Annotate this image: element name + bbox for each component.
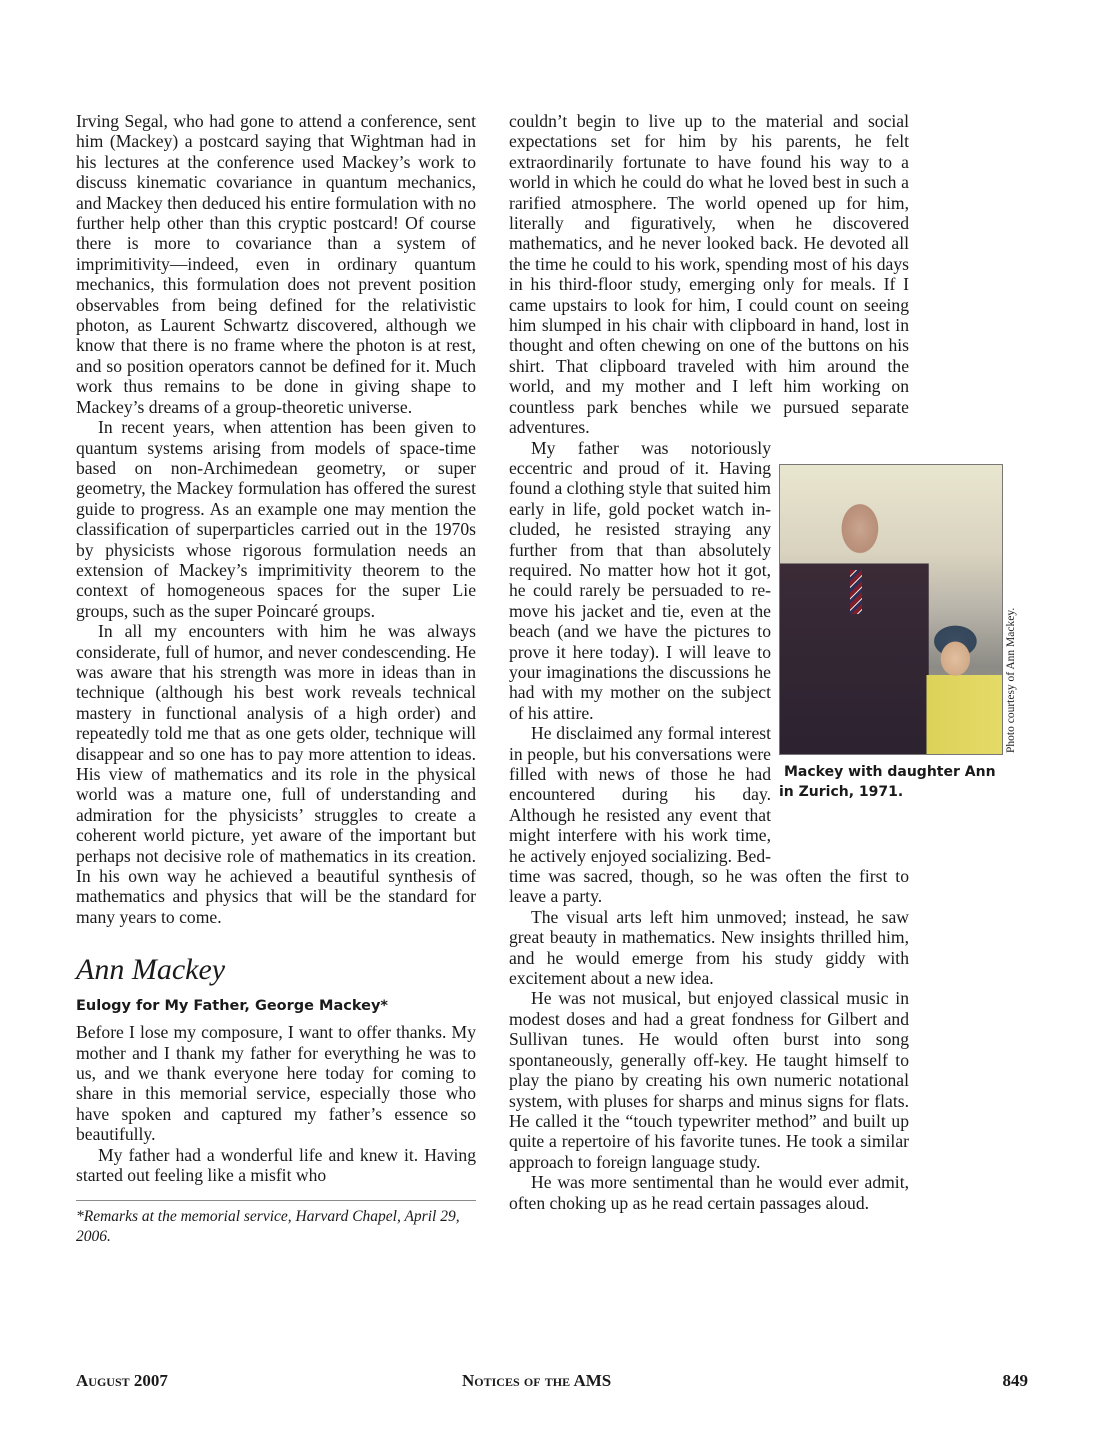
paragraph: He disclaimed any formal interest in people, but his conversations were filled with news of those he had encountered during his day. Although he resisted any event that might interfere with his work time, he actively enjoyed socializing. Bedtime was sacred, though, so he was often the first to leave a party. (509, 723, 909, 907)
right-column (509, 111, 1017, 1213)
paragraph: Before I lose my composure, I want to offer thanks. My mother and I thank my father for everything he was to us, and we thank everyone here today for coming to share in this memorial service, especially those who have spoken and captured my father’s essence so beautifully. (76, 1022, 476, 1145)
footnote: *Remarks at the memorial service, Harvard Chapel, April 29, 2006. (76, 1207, 460, 1245)
caption-line-1: Mackey with daughter Ann (784, 763, 996, 780)
striped-tie-detail (850, 570, 862, 614)
photo-figure (779, 464, 1044, 859)
paragraph: In all my encounters with him he was always considerate, full of humor, and never condescending. He was aware that his strength was more in ideas than in technique (although his best work reveals technical mastery in functional analysis of a high order) and repeatedly told me that as one gets older, technique will disappear and so one has to pay more attention to ideas. His view of mathematics and its role in the physical world was a mature one, full of understanding and admiration for the physicists’ struggles to create a coherent world picture, yet aware of the important but perhaps not decisive role of mathematics in its creation. In his own way he achieved a beautiful synthesis of mathematics and physics that will be the standard for many years to come. (76, 621, 476, 927)
paragraph: My father had a wonderful life and knew it. Having started out feeling like a misfit who (76, 1144, 476, 1186)
paragraph: couldn’t begin to live up to the material and social expectations set for him by his parents, he felt extraordinarily fortunate to have found his way to a world in which he could do what he loved best in such a rarified atmosphere. The world opened up for him, literally and figuratively, when he discovered mathematics, and he never looked back. He devoted all the time he could to his work, spending most of his days in his third-floor study, emerging only for meals. If I came upstairs to look for him, I could count on seeing him slumped in his chair with clipboard in hand, lost in thought and often chewing on one of the buttons on his shirt. That clipboard traveled with him around the world, and my mother and I left him working on countless park benches while we pursued separate adventures. (509, 111, 909, 438)
paragraph: My father was notoriously eccentric and proud of it. Having found a clothing style that suited him early in life, gold pocket watch included, he resisted straying any further from that than absolutely required. No matter how hot it got, he could rarely be persuaded to remove his jacket and tie, even at the beach (and we have the pictures to prove it here today). I will leave to your imaginations the discussions he had with my mother on the subject of his attire. (509, 437, 771, 723)
eulogy-title: Eulogy for My Father, George Mackey* (76, 998, 388, 1015)
eulogy-author-heading: Ann Mackey (76, 953, 226, 987)
paragraph: In recent years, when attention has been given to quantum systems arising from models of space-time based on non-Archimedean geometry, or super geometry, the Mackey formulation has offered the surest guide to progress. As an example one may mention the classification of superparticles carried out in the 1970s by physicists whose rigorous formulation needs an extension of Mackey’s imprimitivity theorem to the context of homogeneous spaces for the super Lie groups, such as the super Poincaré groups. (76, 417, 476, 621)
paragraph: Irving Segal, who had gone to attend a conference, sent him (Mackey) a postcard saying that Wightman had in his lectures at the conference used Mackey’s work to discuss kinematic covariance in quantum mechanics, and Mackey then deduced his entire formulation with no further help other than this cryptic postcard! Of course there is more to covariance than a system of imprimitivity—indeed, even in ordinary quantum mechanics, this formulation does not prevent position observables from being defined for the relativistic photon, as Laurent Schwartz discovered, although we know that there is no frame where the photon is at rest, and so position operators cannot be defined for it. Much work thus remains to be done in giving shape to Mackey’s dreams of a group-theoretic universe. (76, 111, 476, 417)
paragraph: He was more sentimental than he would ever admit, often choking up as he read certain passages aloud. (509, 1172, 909, 1213)
journal-name: Notices of the AMS (462, 1371, 612, 1390)
caption-line-2: in Zurich, 1971. (779, 783, 904, 800)
footnote-divider (76, 1200, 476, 1201)
left-column (76, 111, 476, 1247)
page-number: 849 (1002, 1371, 1028, 1390)
family-photo (779, 464, 1003, 755)
page-footer (76, 1371, 1028, 1395)
issue-date: August 2007 (76, 1371, 168, 1390)
photo-caption (779, 762, 1039, 802)
paragraph: The visual arts left him unmoved; instead, he saw great beauty in mathematics. New insights thrilled him, and he would emerge from his study giddy with excitement about a new idea. (509, 906, 909, 989)
paragraph: He was not musical, but enjoyed classical music in modest doses and had a great fondness for Gilbert and Sullivan tunes. He would often burst into song spontaneously, generally off-key. He taught himself to play the piano by creating his own numeric notational system, with pluses for sharps and minus signs for flats. He called it the “touch typewriter method” and built up quite a repertoire of his favorite tunes. He took a similar approach to foreign language study. (509, 988, 909, 1172)
photo-credit: Photo courtesy of Ann Mackey. (1005, 607, 1017, 753)
